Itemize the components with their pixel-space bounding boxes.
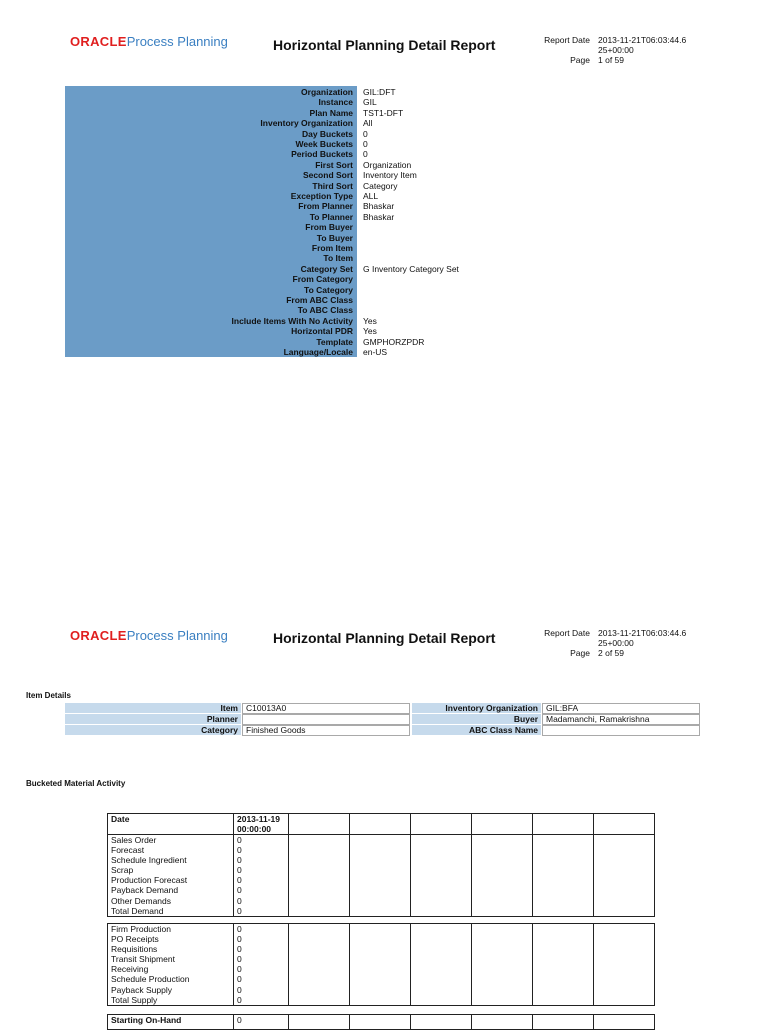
buyer-value: Madamanchi, Ramakrishna <box>542 714 700 725</box>
parameter-value: G Inventory Category Set <box>363 263 459 274</box>
demand-labels-cell <box>108 835 234 917</box>
parameter-label: Category Set <box>300 263 353 274</box>
item-value: C10013A0 <box>242 703 410 714</box>
empty-bucket-cell <box>533 924 594 1006</box>
category-value: Finished Goods <box>242 725 410 736</box>
parameter-label: First Sort <box>315 159 353 170</box>
parameter-label: From Item <box>311 243 353 253</box>
report-date-value: 2013-11-21T06:03:44.6 <box>598 35 687 45</box>
parameter-row <box>65 326 665 336</box>
parameter-label: Plan Name <box>309 107 353 118</box>
report-title: Horizontal Planning Detail Report <box>273 630 496 646</box>
report-date-label: Report Date <box>544 35 590 45</box>
item-details-heading: Item Details <box>26 691 71 700</box>
item-details-grid <box>65 703 700 736</box>
parameter-row <box>65 108 665 118</box>
parameter-row <box>65 305 665 315</box>
page-label: Page <box>570 55 590 65</box>
empty-bucket-cell <box>533 835 594 917</box>
empty-bucket-cell <box>350 1015 411 1030</box>
date-label: Date <box>108 814 234 835</box>
report-title: Horizontal Planning Detail Report <box>273 37 496 53</box>
date-table <box>107 813 655 917</box>
item-details-row <box>65 714 700 725</box>
parameter-row <box>65 160 665 170</box>
demand-type-label: Other Demands <box>111 895 171 906</box>
logo-oracle-text: ORACLE <box>70 628 127 643</box>
parameter-row <box>65 285 665 295</box>
empty-bucket-cell <box>411 814 472 835</box>
demand-type-label: Production Forecast <box>111 875 188 886</box>
parameter-label: From Category <box>292 274 353 285</box>
supply-type-label: Receiving <box>111 964 149 975</box>
empty-bucket-cell <box>411 835 472 917</box>
parameter-label: To Buyer <box>316 232 353 243</box>
supply-labels-cell <box>108 924 234 1006</box>
parameter-value: GIL <box>363 97 377 108</box>
parameter-value: en-US <box>363 347 388 357</box>
demand-type-label: Schedule Ingredient <box>111 855 187 866</box>
bucketed-activity-heading: Bucketed Material Activity <box>26 779 126 788</box>
empty-bucket-cell <box>411 924 472 1006</box>
category-label: Category <box>65 725 241 735</box>
report-meta <box>520 628 720 660</box>
supply-type-label: Requisitions <box>111 944 158 955</box>
parameter-value: Yes <box>363 326 377 337</box>
empty-bucket-cell <box>472 924 533 1006</box>
supply-type-label: Total Supply <box>111 994 158 1005</box>
planner-label: Planner <box>65 714 241 724</box>
oracle-logo <box>70 33 228 51</box>
report-meta <box>520 35 720 67</box>
demand-value: 0 <box>237 845 242 856</box>
supply-type-label: PO Receipts <box>111 934 159 945</box>
supply-value: 0 <box>237 954 242 965</box>
onhand-table <box>107 1014 655 1030</box>
demand-value: 0 <box>237 905 242 916</box>
parameter-row <box>65 139 665 149</box>
supply-value: 0 <box>237 984 242 995</box>
empty-bucket-cell <box>289 924 350 1006</box>
parameter-value: 0 <box>363 128 368 139</box>
empty-bucket-cell <box>289 1015 350 1030</box>
demand-type-label: Total Demand <box>111 905 164 916</box>
parameter-row <box>65 201 665 211</box>
demand-type-label: Payback Demand <box>111 885 179 896</box>
parameter-row <box>65 149 665 159</box>
parameter-row <box>65 191 665 201</box>
empty-bucket-cell <box>594 814 655 835</box>
inventory-organization-label: Inventory Organization <box>412 703 541 713</box>
parameter-label: To Planner <box>309 211 353 222</box>
parameter-label: Include Items With No Activity <box>231 315 353 326</box>
parameter-row <box>65 337 665 347</box>
parameter-value: Organization <box>363 159 412 170</box>
demand-values-cell <box>234 835 289 917</box>
parameter-row <box>65 222 665 232</box>
parameter-label: Day Buckets <box>301 128 353 139</box>
parameter-label: Instance <box>318 97 353 108</box>
supply-value: 0 <box>237 994 242 1005</box>
parameter-row <box>65 243 665 253</box>
page-number: 1 of 59 <box>598 55 624 65</box>
planner-value <box>242 714 410 725</box>
empty-bucket-cell <box>472 814 533 835</box>
buyer-label: Buyer <box>412 714 541 724</box>
parameter-label: Language/Locale <box>283 347 353 357</box>
empty-bucket-cell <box>289 835 350 917</box>
parameter-row <box>65 87 665 97</box>
parameter-row <box>65 233 665 243</box>
parameter-label: From Buyer <box>305 222 353 233</box>
empty-bucket-cell <box>533 1015 594 1030</box>
parameter-row <box>65 118 665 128</box>
parameter-value: GMPHORZPDR <box>363 336 425 347</box>
report-date-value-cont: 25+00:00 <box>598 638 634 648</box>
parameter-label: From Planner <box>298 201 353 212</box>
parameter-row <box>65 129 665 139</box>
date-value-time: 00:00:00 <box>237 824 272 834</box>
parameter-row <box>65 181 665 191</box>
item-details-row <box>65 703 700 714</box>
parameter-value: 0 <box>363 139 368 149</box>
parameter-value: All <box>363 118 373 129</box>
parameter-value: 0 <box>363 149 368 160</box>
page-label: Page <box>570 648 590 658</box>
supply-value: 0 <box>237 924 242 934</box>
empty-bucket-cell <box>533 814 594 835</box>
supply-type-label: Schedule Production <box>111 974 190 985</box>
report-date-value: 2013-11-21T06:03:44.6 <box>598 628 687 638</box>
parameter-row <box>65 97 665 107</box>
parameter-label: Second Sort <box>302 170 353 181</box>
starting-onhand-value: 0 <box>234 1015 289 1030</box>
parameter-row <box>65 295 665 305</box>
parameter-label: To Item <box>323 253 353 264</box>
demand-value: 0 <box>237 875 242 886</box>
supply-values-cell <box>234 924 289 1006</box>
date-value: 2013-11-19 <box>237 814 281 824</box>
parameter-row <box>65 212 665 222</box>
supply-row <box>108 924 655 1006</box>
parameter-row <box>65 264 665 274</box>
logo-product-text: Process Planning <box>126 34 228 49</box>
demand-value: 0 <box>237 855 242 866</box>
parameter-value: Category <box>363 180 398 191</box>
empty-bucket-cell <box>594 924 655 1006</box>
parameter-value: Inventory Item <box>363 170 417 181</box>
empty-bucket-cell <box>411 1015 472 1030</box>
parameter-value: Yes <box>363 315 377 326</box>
parameter-value: GIL:DFT <box>363 87 396 97</box>
parameter-value: Bhaskar <box>363 211 395 222</box>
inventory-organization-value: GIL:BFA <box>542 703 700 714</box>
parameter-label: To Category <box>304 284 353 295</box>
oracle-logo <box>70 627 228 645</box>
empty-bucket-cell <box>350 924 411 1006</box>
demand-value: 0 <box>237 835 242 845</box>
empty-bucket-cell <box>350 814 411 835</box>
demand-value: 0 <box>237 885 242 896</box>
supply-type-label: Firm Production <box>111 924 171 934</box>
supply-value: 0 <box>237 974 242 985</box>
parameter-label: Third Sort <box>312 180 353 191</box>
supply-table <box>107 923 655 1006</box>
parameter-label: Exception Type <box>290 191 353 201</box>
date-row <box>108 814 655 835</box>
report-date-value-cont: 25+00:00 <box>598 45 634 55</box>
empty-bucket-cell <box>350 835 411 917</box>
abc-class-name-label: ABC Class Name <box>412 725 541 735</box>
parameter-row <box>65 274 665 284</box>
date-value-cell <box>234 814 289 835</box>
parameter-value: ALL <box>363 191 379 201</box>
empty-bucket-cell <box>594 1015 655 1030</box>
parameter-row <box>65 316 665 326</box>
demand-row <box>108 835 655 917</box>
supply-value: 0 <box>237 944 242 955</box>
report-date-label: Report Date <box>544 628 590 638</box>
item-label: Item <box>65 703 241 713</box>
parameter-label: Period Buckets <box>291 149 353 160</box>
parameter-label: From ABC Class <box>286 295 353 305</box>
demand-type-label: Forecast <box>111 845 145 856</box>
parameter-label: Horizontal PDR <box>291 326 353 337</box>
onhand-row <box>108 1015 655 1030</box>
empty-bucket-cell <box>472 835 533 917</box>
abc-class-name-value <box>542 725 700 736</box>
parameter-label: Template <box>316 336 353 347</box>
demand-value: 0 <box>237 895 242 906</box>
demand-type-label: Scrap <box>111 865 134 876</box>
empty-bucket-cell <box>594 835 655 917</box>
logo-product-text: Process Planning <box>126 628 228 643</box>
empty-bucket-cell <box>289 814 350 835</box>
parameter-value: Bhaskar <box>363 201 395 212</box>
page-number: 2 of 59 <box>598 648 624 658</box>
parameter-label: To ABC Class <box>297 305 353 316</box>
starting-onhand-label: Starting On-Hand <box>108 1015 234 1030</box>
supply-type-label: Payback Supply <box>111 984 172 995</box>
parameter-label: Organization <box>301 87 353 97</box>
parameter-label: Inventory Organization <box>260 118 353 129</box>
parameter-row <box>65 347 665 357</box>
item-details-row <box>65 725 700 736</box>
parameter-label: Week Buckets <box>295 139 353 149</box>
parameter-row <box>65 253 665 263</box>
demand-value: 0 <box>237 865 242 876</box>
parameter-row <box>65 170 665 180</box>
supply-value: 0 <box>237 934 242 945</box>
logo-oracle-text: ORACLE <box>70 34 127 49</box>
empty-bucket-cell <box>472 1015 533 1030</box>
supply-value: 0 <box>237 964 242 975</box>
supply-type-label: Transit Shipment <box>111 954 175 965</box>
parameter-value: TST1-DFT <box>363 107 404 118</box>
demand-type-label: Sales Order <box>111 835 157 845</box>
